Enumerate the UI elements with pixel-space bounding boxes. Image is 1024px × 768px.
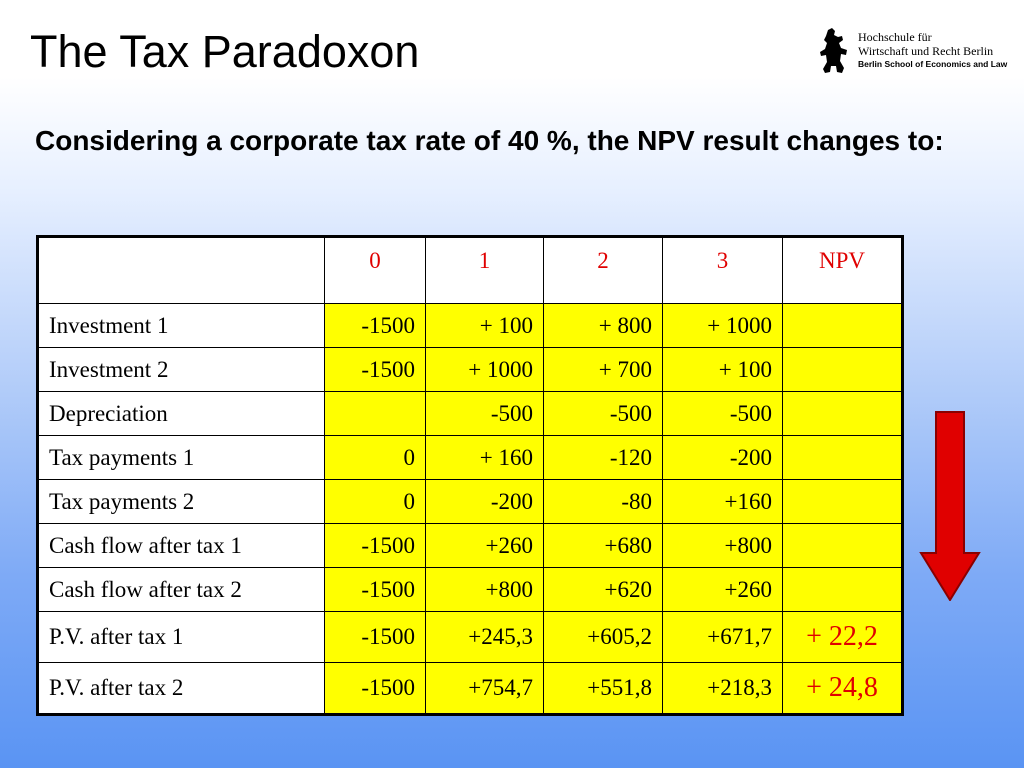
table-cell xyxy=(783,392,903,436)
row-label: P.V. after tax 1 xyxy=(38,612,325,663)
table-cell: + 160 xyxy=(426,436,544,480)
npv-result-1: + 22,2 xyxy=(783,612,903,663)
table-cell: 0 xyxy=(325,480,426,524)
table-cell: -1500 xyxy=(325,304,426,348)
table-row xyxy=(38,612,903,663)
header-cell-period-3: 3 xyxy=(663,237,783,304)
table-cell: + 800 xyxy=(544,304,663,348)
row-label: Depreciation xyxy=(38,392,325,436)
table-cell: 0 xyxy=(325,436,426,480)
table-cell: +800 xyxy=(426,568,544,612)
table-cell: -200 xyxy=(663,436,783,480)
logo-line-3: Berlin School of Economics and Law xyxy=(858,59,1008,69)
row-label: P.V. after tax 2 xyxy=(38,663,325,715)
table-header-row xyxy=(38,237,903,304)
table-cell xyxy=(325,392,426,436)
header-cell-period-1: 1 xyxy=(426,237,544,304)
table-cell: + 100 xyxy=(663,348,783,392)
table-cell: -200 xyxy=(426,480,544,524)
table-cell xyxy=(783,436,903,480)
table-cell xyxy=(783,304,903,348)
table-row xyxy=(38,348,903,392)
university-logo xyxy=(818,28,1018,78)
table-cell: + 700 xyxy=(544,348,663,392)
table-cell: -500 xyxy=(544,392,663,436)
table-cell: + 1000 xyxy=(426,348,544,392)
table-cell xyxy=(783,568,903,612)
table-cell: + 100 xyxy=(426,304,544,348)
row-label: Tax payments 1 xyxy=(38,436,325,480)
npv-result-2: + 24,8 xyxy=(783,663,903,715)
table-row xyxy=(38,304,903,348)
row-label: Cash flow after tax 2 xyxy=(38,568,325,612)
table-cell: -1500 xyxy=(325,612,426,663)
berlin-bear-icon xyxy=(818,28,850,74)
table-cell xyxy=(783,524,903,568)
header-cell-period-0: 0 xyxy=(325,237,426,304)
table-row xyxy=(38,480,903,524)
table-cell xyxy=(783,348,903,392)
header-cell-empty xyxy=(38,237,325,304)
table-cell: +160 xyxy=(663,480,783,524)
row-label: Cash flow after tax 1 xyxy=(38,524,325,568)
header-cell-period-2: 2 xyxy=(544,237,663,304)
table-cell: -500 xyxy=(426,392,544,436)
page-title: The Tax Paradoxon xyxy=(30,26,420,77)
row-label: Tax payments 2 xyxy=(38,480,325,524)
table-cell: -80 xyxy=(544,480,663,524)
table-row xyxy=(38,392,903,436)
down-arrow-icon xyxy=(919,411,981,601)
table-row xyxy=(38,663,903,715)
row-label: Investment 2 xyxy=(38,348,325,392)
table-cell: +620 xyxy=(544,568,663,612)
table-row xyxy=(38,524,903,568)
table-row xyxy=(38,568,903,612)
table-cell: -1500 xyxy=(325,524,426,568)
table-cell: +754,7 xyxy=(426,663,544,715)
table-cell: +218,3 xyxy=(663,663,783,715)
table-cell: -1500 xyxy=(325,663,426,715)
table-cell: -1500 xyxy=(325,568,426,612)
table-cell: -120 xyxy=(544,436,663,480)
table-cell: +800 xyxy=(663,524,783,568)
row-label: Investment 1 xyxy=(38,304,325,348)
table-cell: +260 xyxy=(663,568,783,612)
logo-line-1: Hochschule für xyxy=(858,30,932,44)
subtitle: Considering a corporate tax rate of 40 %, the NPV result changes to: xyxy=(35,125,944,156)
table-row xyxy=(38,436,903,480)
table-cell xyxy=(783,480,903,524)
table-cell: +260 xyxy=(426,524,544,568)
header-cell-npv: NPV xyxy=(783,237,903,304)
table-cell: -1500 xyxy=(325,348,426,392)
table-cell: +245,3 xyxy=(426,612,544,663)
table-cell: +551,8 xyxy=(544,663,663,715)
logo-line-2: Wirtschaft und Recht Berlin xyxy=(858,44,994,58)
table-cell: + 1000 xyxy=(663,304,783,348)
table-cell: -500 xyxy=(663,392,783,436)
table-cell: +671,7 xyxy=(663,612,783,663)
tax-table xyxy=(36,235,904,716)
table-cell: +605,2 xyxy=(544,612,663,663)
table-cell: +680 xyxy=(544,524,663,568)
